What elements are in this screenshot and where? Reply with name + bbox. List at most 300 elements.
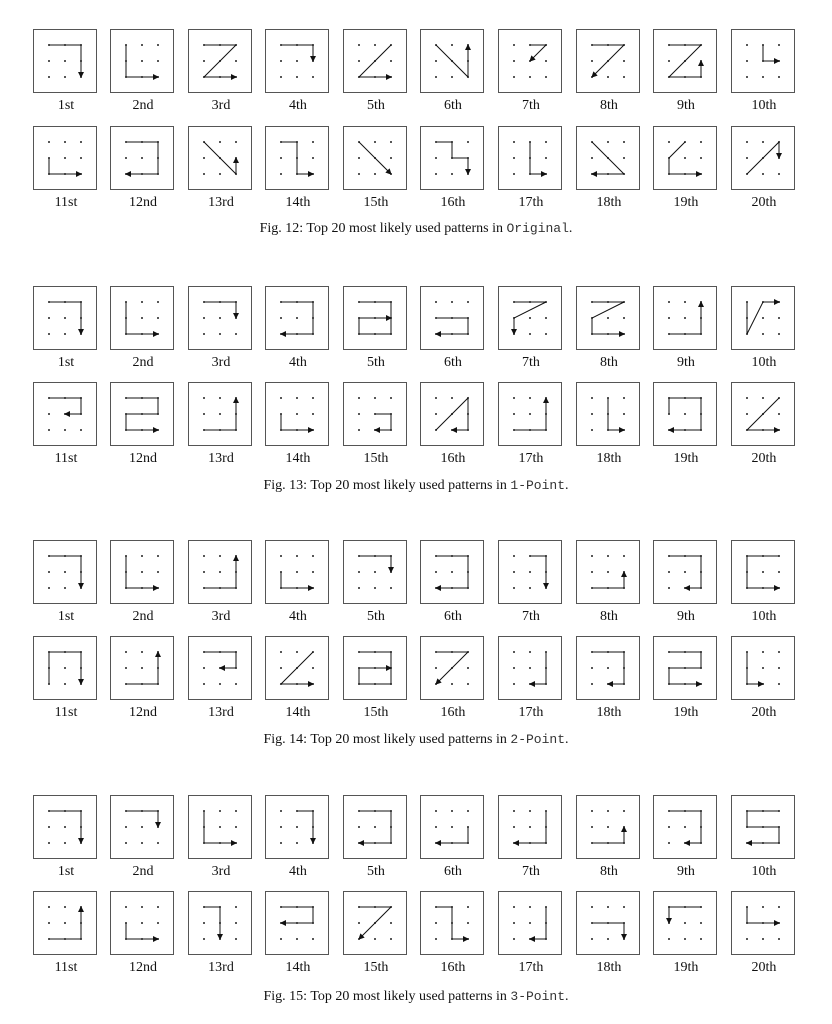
grid-dot: [746, 76, 748, 78]
grid-dot: [529, 810, 531, 812]
pattern-lock-grid: [498, 795, 564, 861]
rank-label: 1st: [57, 98, 75, 113]
grid-dot: [451, 76, 453, 78]
grid-dot: [529, 397, 531, 399]
dataset-name: Original: [506, 221, 569, 236]
pattern-cell: [576, 286, 642, 382]
grid-dot: [529, 76, 531, 78]
grid-dot: [219, 413, 221, 415]
grid-dot: [358, 413, 360, 415]
pattern-lock-grid: [576, 29, 642, 95]
pattern-lock-grid: [498, 636, 564, 702]
pattern-path: [359, 45, 391, 77]
rank-label: 11st: [54, 960, 78, 975]
pattern-lock-grid: [265, 286, 331, 352]
pattern-cell: [110, 126, 176, 222]
grid-dot: [700, 141, 702, 143]
caption-text: Top 20 most likely used patterns in: [310, 989, 507, 1004]
grid-dot: [64, 157, 66, 159]
grid-dot: [529, 922, 531, 924]
pattern-path: [592, 45, 624, 77]
grid-dot: [157, 571, 159, 573]
pattern-row: [0, 540, 832, 640]
grid-dot: [296, 938, 298, 940]
grid-dot: [358, 429, 360, 431]
grid-dot: [358, 397, 360, 399]
pattern-path: [126, 923, 158, 939]
grid-dot: [141, 651, 143, 653]
grid-dot: [312, 141, 314, 143]
pattern-path: [49, 158, 81, 174]
pattern-lock-grid: [188, 29, 254, 95]
grid-dot: [219, 810, 221, 812]
pattern-cell: [188, 795, 254, 891]
grid-dot: [141, 317, 143, 319]
grid-dot: [762, 317, 764, 319]
pattern-cell: [498, 286, 564, 382]
pattern-lock-grid: [343, 795, 409, 861]
rank-label: 3rd: [211, 98, 231, 113]
pattern-path: [281, 907, 313, 923]
pattern-path: [747, 142, 779, 174]
grid-dot: [280, 60, 282, 62]
pattern-path: [204, 652, 236, 668]
pattern-lock-grid: [33, 795, 99, 861]
grid-dot: [467, 301, 469, 303]
grid-dot: [374, 938, 376, 940]
rank-label: 6th: [444, 98, 462, 113]
grid-dot: [435, 76, 437, 78]
grid-dot: [778, 651, 780, 653]
grid-dot: [762, 651, 764, 653]
grid-dot: [203, 555, 205, 557]
pattern-cell: [731, 126, 797, 222]
rank-label: 5th: [367, 609, 385, 624]
rank-label: 15th: [363, 705, 389, 720]
pattern-path: [436, 318, 468, 334]
grid-dot: [141, 571, 143, 573]
pattern-cell: [420, 126, 486, 222]
grid-dot: [203, 413, 205, 415]
grid-dot: [607, 555, 609, 557]
grid-dot: [374, 587, 376, 589]
grid-dot: [451, 683, 453, 685]
rank-label: 14th: [285, 705, 311, 720]
pattern-cell: [653, 795, 719, 891]
grid-dot: [390, 922, 392, 924]
grid-dot: [607, 317, 609, 319]
grid-dot: [64, 333, 66, 335]
grid-dot: [623, 60, 625, 62]
pattern-cell: [343, 636, 409, 732]
grid-dot: [80, 157, 82, 159]
grid-dot: [700, 922, 702, 924]
pattern-cell: [265, 540, 331, 636]
grid-dot: [141, 44, 143, 46]
pattern-cell: [265, 891, 331, 987]
rank-label: 9th: [677, 355, 695, 370]
rank-label: 19th: [673, 705, 699, 720]
rank-label: 1st: [57, 609, 75, 624]
grid-dot: [312, 938, 314, 940]
pattern-cell: [653, 636, 719, 732]
grid-dot: [529, 651, 531, 653]
rank-label: 18th: [596, 451, 622, 466]
figure-caption: Fig. 12: Top 20 most likely used patterns in Original.: [259, 221, 573, 236]
grid-dot: [513, 141, 515, 143]
grid-dot: [280, 397, 282, 399]
rank-label: 8th: [600, 355, 618, 370]
grid-dot: [513, 555, 515, 557]
pattern-lock-grid: [576, 540, 642, 606]
grid-dot: [591, 810, 593, 812]
grid-dot: [451, 397, 453, 399]
grid-dot: [280, 555, 282, 557]
pattern-lock-grid: [110, 126, 176, 192]
pattern-path: [747, 907, 779, 923]
rank-label: 6th: [444, 609, 462, 624]
grid-dot: [374, 571, 376, 573]
pattern-cell: [420, 29, 486, 125]
grid-dot: [157, 301, 159, 303]
rank-label: 12nd: [129, 960, 157, 975]
pattern-cell: [498, 891, 564, 987]
grid-dot: [513, 76, 515, 78]
pattern-path: [592, 142, 624, 174]
grid-dot: [219, 571, 221, 573]
grid-dot: [296, 413, 298, 415]
grid-dot: [700, 938, 702, 940]
grid-dot: [390, 157, 392, 159]
grid-dot: [64, 429, 66, 431]
grid-dot: [746, 44, 748, 46]
pattern-lock-grid: [33, 636, 99, 702]
rank-label: 9th: [677, 864, 695, 879]
grid-dot: [296, 397, 298, 399]
pattern-lock-grid: [498, 382, 564, 448]
grid-dot: [591, 157, 593, 159]
pattern-cell: [576, 29, 642, 125]
rank-label: 13rd: [208, 195, 234, 210]
rank-label: 2nd: [132, 609, 154, 624]
pattern-path: [281, 652, 313, 684]
grid-dot: [623, 413, 625, 415]
grid-dot: [591, 397, 593, 399]
rank-label: 10th: [751, 864, 777, 879]
pattern-cell: [731, 286, 797, 382]
grid-dot: [219, 555, 221, 557]
grid-dot: [390, 397, 392, 399]
grid-dot: [607, 906, 609, 908]
grid-dot: [545, 157, 547, 159]
grid-dot: [623, 317, 625, 319]
grid-dot: [374, 826, 376, 828]
grid-dot: [203, 667, 205, 669]
grid-dot: [48, 842, 50, 844]
pattern-cell: [576, 540, 642, 636]
pattern-lock-grid: [343, 382, 409, 448]
rank-label: 17th: [518, 960, 544, 975]
grid-dot: [451, 810, 453, 812]
grid-dot: [762, 141, 764, 143]
rank-label: 18th: [596, 195, 622, 210]
grid-dot: [684, 922, 686, 924]
caption-text: Top 20 most likely used patterns in: [306, 221, 503, 236]
pattern-path: [669, 652, 701, 684]
grid-dot: [513, 826, 515, 828]
grid-dot: [607, 141, 609, 143]
pattern-path: [126, 811, 158, 827]
grid-dot: [529, 317, 531, 319]
rank-label: 4th: [289, 98, 307, 113]
grid-dot: [762, 173, 764, 175]
grid-dot: [668, 141, 670, 143]
pattern-lock-grid: [343, 286, 409, 352]
pattern-cell: [110, 636, 176, 732]
grid-dot: [280, 667, 282, 669]
grid-dot: [762, 667, 764, 669]
rank-label: 7th: [522, 98, 540, 113]
grid-dot: [141, 157, 143, 159]
rank-label: 20th: [751, 451, 777, 466]
rank-label: 17th: [518, 705, 544, 720]
rank-label: 13rd: [208, 705, 234, 720]
pattern-cell: [343, 891, 409, 987]
rank-label: 16th: [440, 705, 466, 720]
pattern-lock-grid: [420, 540, 486, 606]
pattern-cell: [731, 891, 797, 987]
grid-dot: [141, 906, 143, 908]
grid-dot: [591, 667, 593, 669]
grid-dot: [684, 317, 686, 319]
pattern-path: [747, 652, 763, 684]
pattern-lock-grid: [731, 540, 797, 606]
pattern-lock-grid: [420, 891, 486, 957]
grid-dot: [280, 157, 282, 159]
grid-dot: [80, 429, 82, 431]
rank-label: 12nd: [129, 451, 157, 466]
grid-dot: [529, 906, 531, 908]
pattern-path: [359, 652, 391, 684]
pattern-path: [436, 652, 468, 684]
pattern-cell: [576, 795, 642, 891]
pattern-lock-grid: [33, 126, 99, 192]
rank-label: 20th: [751, 705, 777, 720]
grid-dot: [684, 826, 686, 828]
pattern-path: [126, 398, 158, 430]
grid-dot: [684, 938, 686, 940]
rank-label: 11st: [54, 451, 78, 466]
rank-label: 4th: [289, 355, 307, 370]
grid-dot: [219, 333, 221, 335]
pattern-path: [592, 827, 624, 843]
grid-dot: [591, 413, 593, 415]
grid-dot: [607, 810, 609, 812]
grid-dot: [64, 667, 66, 669]
pattern-path: [530, 556, 546, 588]
pattern-path: [436, 907, 468, 939]
grid-dot: [467, 141, 469, 143]
rank-label: 3rd: [211, 609, 231, 624]
rank-label: 14th: [285, 960, 311, 975]
pattern-lock-grid: [420, 382, 486, 448]
grid-dot: [358, 173, 360, 175]
grid-dot: [778, 667, 780, 669]
pattern-path: [375, 414, 391, 430]
pattern-lock-grid: [576, 126, 642, 192]
pattern-cell: [265, 126, 331, 222]
pattern-cell: [343, 795, 409, 891]
rank-label: 10th: [751, 98, 777, 113]
rank-label: 3rd: [211, 355, 231, 370]
rank-label: 20th: [751, 195, 777, 210]
grid-dot: [513, 683, 515, 685]
rank-label: 9th: [677, 98, 695, 113]
grid-dot: [280, 651, 282, 653]
pattern-lock-grid: [188, 126, 254, 192]
pattern-lock-grid: [265, 126, 331, 192]
grid-dot: [746, 60, 748, 62]
grid-dot: [513, 397, 515, 399]
rank-label: 16th: [440, 451, 466, 466]
grid-dot: [64, 906, 66, 908]
pattern-lock-grid: [420, 795, 486, 861]
grid-dot: [778, 413, 780, 415]
pattern-cell: [498, 540, 564, 636]
grid-dot: [623, 555, 625, 557]
grid-dot: [374, 44, 376, 46]
grid-dot: [48, 60, 50, 62]
grid-dot: [529, 667, 531, 669]
pattern-cell: [576, 636, 642, 732]
pattern-cell: [731, 382, 797, 478]
pattern-cell: [33, 540, 99, 636]
rank-label: 8th: [600, 864, 618, 879]
pattern-cell: [731, 636, 797, 732]
grid-dot: [668, 317, 670, 319]
pattern-cell: [653, 540, 719, 636]
rank-label: 8th: [600, 98, 618, 113]
grid-dot: [64, 76, 66, 78]
grid-dot: [312, 413, 314, 415]
grid-dot: [591, 906, 593, 908]
grid-dot: [778, 333, 780, 335]
grid-dot: [668, 842, 670, 844]
grid-dot: [513, 651, 515, 653]
figure-caption: Fig. 14: Top 20 most likely used patterns in 2-Point.: [263, 732, 569, 747]
pattern-path: [747, 811, 779, 843]
rank-label: 15th: [363, 451, 389, 466]
grid-dot: [451, 173, 453, 175]
grid-dot: [607, 667, 609, 669]
rank-label: 3rd: [211, 864, 231, 879]
grid-dot: [48, 922, 50, 924]
pattern-cell: [498, 636, 564, 732]
grid-dot: [778, 938, 780, 940]
pattern-lock-grid: [498, 891, 564, 957]
grid-dot: [203, 571, 205, 573]
grid-dot: [157, 922, 159, 924]
grid-dot: [235, 141, 237, 143]
grid-dot: [607, 826, 609, 828]
grid-dot: [467, 683, 469, 685]
grid-dot: [48, 317, 50, 319]
grid-dot: [64, 317, 66, 319]
grid-dot: [762, 906, 764, 908]
grid-dot: [762, 938, 764, 940]
grid-dot: [467, 906, 469, 908]
pattern-cell: [731, 795, 797, 891]
pattern-path: [359, 302, 391, 334]
grid-dot: [513, 810, 515, 812]
grid-dot: [668, 826, 670, 828]
grid-dot: [203, 397, 205, 399]
pattern-path: [763, 45, 779, 61]
rank-label: 6th: [444, 864, 462, 879]
pattern-path: [204, 907, 220, 939]
pattern-cell: [33, 795, 99, 891]
grid-dot: [280, 826, 282, 828]
pattern-cell: [188, 540, 254, 636]
rank-label: 18th: [596, 705, 622, 720]
grid-dot: [623, 810, 625, 812]
pattern-cell: [343, 382, 409, 478]
grid-dot: [141, 301, 143, 303]
grid-dot: [48, 906, 50, 908]
pattern-path: [530, 652, 546, 684]
grid-dot: [48, 571, 50, 573]
grid-dot: [451, 571, 453, 573]
pattern-lock-grid: [265, 636, 331, 702]
grid-dot: [778, 76, 780, 78]
rank-label: 15th: [363, 960, 389, 975]
rank-label: 19th: [673, 451, 699, 466]
grid-dot: [219, 826, 221, 828]
grid-dot: [435, 826, 437, 828]
pattern-lock-grid: [653, 382, 719, 448]
pattern-lock-grid: [343, 29, 409, 95]
grid-dot: [141, 555, 143, 557]
pattern-path: [530, 907, 546, 939]
pattern-lock-grid: [731, 126, 797, 192]
pattern-row: [0, 286, 832, 386]
rank-label: 5th: [367, 98, 385, 113]
grid-dot: [623, 76, 625, 78]
pattern-path: [359, 142, 391, 174]
rank-label: 9th: [677, 609, 695, 624]
grid-dot: [746, 141, 748, 143]
grid-dot: [668, 587, 670, 589]
pattern-path: [669, 907, 701, 923]
pattern-lock-grid: [33, 540, 99, 606]
grid-dot: [48, 587, 50, 589]
grid-dot: [390, 141, 392, 143]
grid-dot: [778, 44, 780, 46]
pattern-cell: [498, 29, 564, 125]
grid-dot: [746, 157, 748, 159]
pattern-path: [281, 45, 313, 61]
grid-dot: [157, 906, 159, 908]
pattern-lock-grid: [188, 891, 254, 957]
pattern-path: [436, 398, 468, 430]
grid-dot: [778, 317, 780, 319]
grid-dot: [141, 842, 143, 844]
pattern-lock-grid: [420, 636, 486, 702]
grid-dot: [48, 333, 50, 335]
grid-dot: [435, 157, 437, 159]
pattern-path: [436, 45, 468, 77]
grid-dot: [435, 413, 437, 415]
